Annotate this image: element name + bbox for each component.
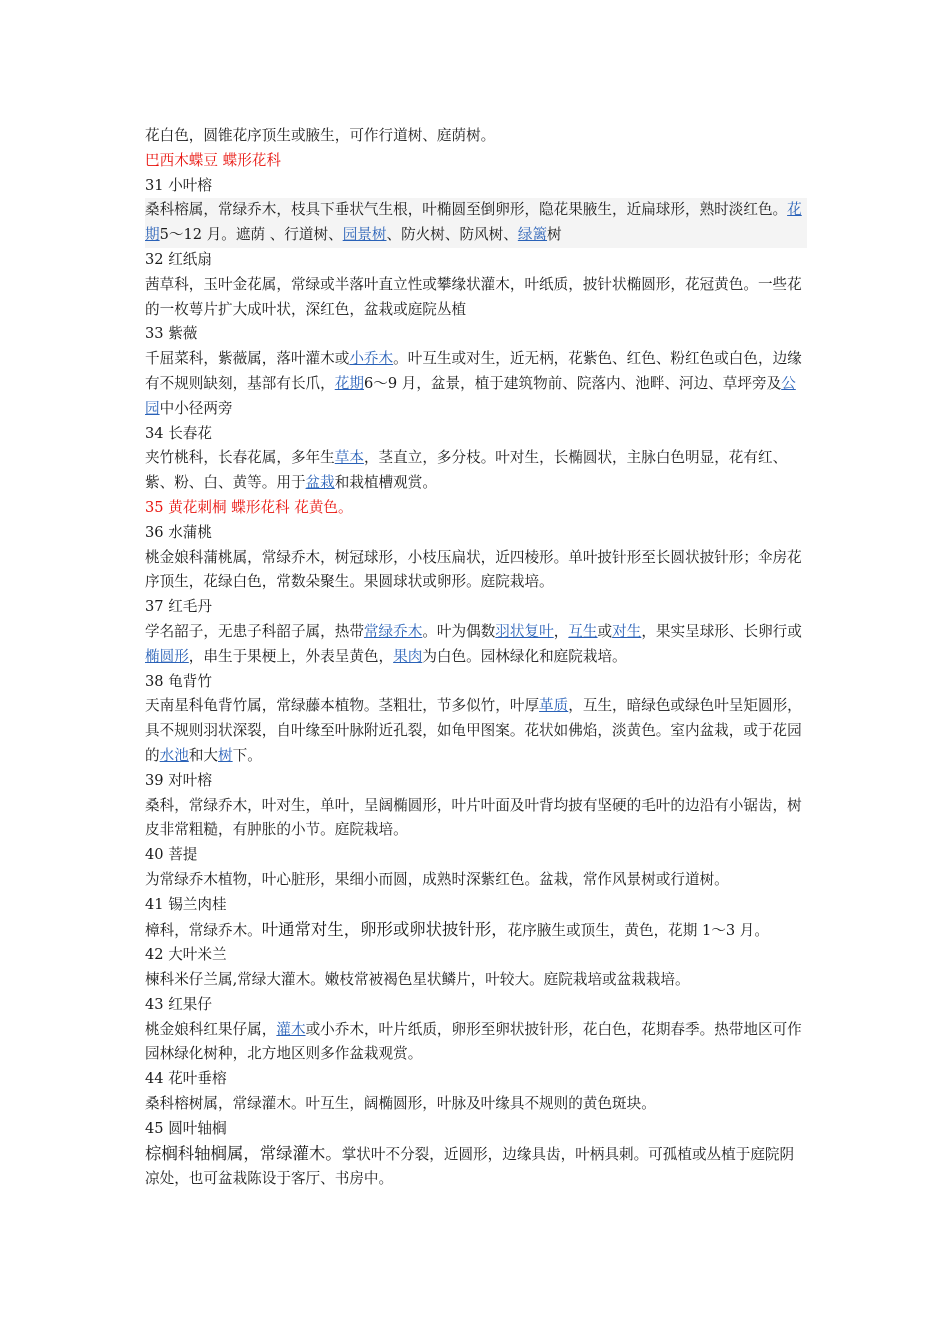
text-run: 花白色，圆锥花序顶生或腋生，可作行道树、庭荫树。 [145, 127, 496, 144]
text-run: 31 小叶榕 [145, 176, 212, 194]
paragraph [145, 868, 807, 893]
paragraph [145, 1142, 807, 1193]
inline-link[interactable]: 园景树 [342, 226, 387, 244]
entry-heading [145, 1067, 807, 1092]
inline-link[interactable]: 对生 [612, 622, 642, 640]
text-run: 天南星科龟背竹属，常绿藤本植物。茎粗壮，节多似竹，叶厚 [145, 697, 540, 715]
text-run: 34 长春花 [145, 424, 212, 442]
paragraph [145, 149, 807, 174]
text-run: ， [553, 622, 569, 640]
paragraph [145, 273, 807, 323]
text-run: 44 花叶垂榕 [145, 1070, 227, 1088]
text-run: 和大 [188, 746, 219, 764]
entry-heading [145, 769, 807, 794]
inline-link[interactable]: 互生 [568, 622, 598, 640]
text-run: 桑科榕属，常绿乔木，枝具下垂状气生根，叶椭圆至倒卵形，隐花果腋生，近扁球形，熟时淡红色。 [145, 201, 788, 219]
paragraph [145, 620, 807, 670]
text-run: ，串生于果梗上，外表呈黄色， [188, 647, 394, 665]
inline-link[interactable]: 花期 [334, 374, 364, 392]
paragraph [145, 968, 807, 993]
text-run: 45 圆叶轴榈 [145, 1119, 227, 1137]
inline-link[interactable]: 椭圆形 [145, 647, 189, 665]
entry-heading [145, 843, 807, 868]
text-run: 36 水蒲桃 [145, 523, 212, 541]
text-run: ，果实呈球形、长卵行或 [641, 622, 802, 640]
document-body [145, 124, 807, 1192]
paragraph [145, 124, 807, 149]
text-run: 中小径两旁 [159, 399, 233, 417]
text-run: 桃金娘科红果仔属， [145, 1020, 277, 1038]
paragraph [145, 918, 807, 944]
text-run: 43 红果仔 [145, 995, 212, 1013]
inline-link[interactable]: 果肉 [393, 647, 423, 665]
entry-heading [145, 943, 807, 968]
text-run: 、防火树、防风树、 [386, 226, 518, 244]
paragraph [145, 446, 807, 496]
text-run: 5～12 月。遮荫 、行道树、 [159, 226, 343, 244]
paragraph [145, 347, 807, 421]
text-run: 35 黄花刺桐 蝶形花科 花黄色。 [145, 498, 353, 516]
text-run: 桑科榕树属，常绿灌木。叶互生，阔椭圆形，叶脉及叶缘具不规则的黄色斑块。 [145, 1095, 656, 1113]
text-run: 。叶互生或对生，近无柄，花紫色、红色、粉红色或白色，边缘有不规则缺刻，基部有长爪， [145, 350, 802, 392]
text-run: ，茎直立，多分枝。叶对生，长椭圆状，主脉白色明显，花有红、紫、粉、白、黄等。用于 [145, 449, 788, 492]
text-run: 39 对叶榕 [145, 771, 212, 789]
text-run: 樟科，常绿乔木。 [145, 921, 262, 939]
paragraph [145, 198, 807, 248]
text-run: 树 [547, 226, 562, 244]
text-run: 为白色。园林绿化和庭院栽培。 [422, 647, 627, 665]
text-run: 千屈菜科，紫薇属，落叶灌木或 [145, 350, 350, 368]
text-run: 或小乔木，叶片纸质，卵形至卵状披针形，花白色，花期春季。热带地区可作园林绿化树种，北方地区则多作盆栽观赏。 [145, 1020, 802, 1063]
text-run: 桃金娘科蒲桃属，常绿乔木，树冠球形，小枝压扁状，近四棱形。单叶披针形至长圆状披针形；伞房花序顶生，花绿白色，常数朵聚生。果圆球状或卵形。庭院栽培。 [145, 548, 802, 591]
text-run: 为常绿乔木植物，叶心脏形，果细小而圆，成熟时深紫红色。盆栽，常作风景树或行道树。 [145, 870, 729, 888]
inline-link[interactable]: 盆栽 [305, 474, 335, 492]
inline-link[interactable]: 羽状复叶 [495, 622, 554, 640]
inline-link[interactable]: 小乔木 [349, 350, 394, 368]
text-run: 38 龟背竹 [145, 672, 212, 690]
entry-heading [145, 993, 807, 1018]
text-run: 42 大叶米兰 [145, 946, 227, 964]
text-run: 和栽植槽观赏。 [334, 474, 437, 492]
paragraph [145, 794, 807, 844]
inline-link[interactable]: 草本 [334, 449, 364, 467]
entry-heading [145, 670, 807, 695]
entry-heading [145, 422, 807, 447]
text-run: 或 [597, 622, 613, 640]
text-run: 巴西木蝶豆 蝶形花科 [145, 151, 281, 169]
text-run: 6～9 月，盆景，植于建筑物前、院落内、池畔、河边、草坪旁及 [363, 374, 782, 392]
text-run: 夹竹桃科，长春花属，多年生 [145, 449, 335, 467]
inline-link[interactable]: 树 [218, 746, 233, 764]
entry-heading [145, 595, 807, 620]
entry-heading [145, 248, 807, 273]
text-run: 下。 [232, 746, 262, 764]
entry-heading [145, 1117, 807, 1142]
text-run: 33 紫薇 [145, 325, 198, 343]
paragraph [145, 694, 807, 768]
text-run: 掌状叶不分裂，近圆形，边缘具齿，叶柄具刺。可孤植或丛植于庭院阴凉处，也可盆栽陈设于客厅、书房中。 [145, 1145, 795, 1188]
text-run: ，互生，暗绿色或绿色叶呈矩圆形，具不规则羽状深裂，自叶缘至叶脉附近孔裂，如龟甲图案。花状如佛焰，淡黄色。室内盆栽，或于花园的 [145, 697, 802, 764]
paragraph [145, 1018, 807, 1068]
inline-link[interactable]: 常绿乔木 [363, 622, 423, 640]
inline-link[interactable]: 水池 [159, 746, 189, 764]
entry-heading [145, 174, 807, 199]
inline-link[interactable]: 革质 [539, 697, 569, 715]
entry-heading [145, 496, 807, 521]
text-run: 。叶为偶数 [422, 622, 496, 640]
paragraph [145, 546, 807, 596]
inline-link[interactable]: 绿篱 [517, 226, 548, 244]
text-run: 学名韶子，无患子科韶子属，热带 [145, 622, 364, 640]
text-run: 41 锡兰肉桂 [145, 895, 227, 913]
text-run: 37 红毛丹 [145, 598, 212, 616]
entry-heading [145, 521, 807, 546]
inline-link[interactable]: 公园 [145, 374, 796, 417]
text-run: 棕榈科轴榈属，常绿灌木。 [145, 1143, 342, 1163]
text-run: 桑科，常绿乔木，叶对生，单叶，呈阔椭圆形，叶片叶面及叶背均披有坚硬的毛叶的边沿有小锯齿，树皮非常粗糙，有肿胀的小节。庭院栽培。 [145, 796, 802, 839]
text-run: 叶通常对生，卵形或卵状披针形， [261, 919, 508, 939]
inline-link[interactable]: 灌木 [276, 1020, 306, 1038]
text-run: 茜草科，玉叶金花属，常绿或半落叶直立性或攀缘状灌木，叶纸质，披针状椭圆形，花冠黄色。一些花的一枚萼片扩大成叶状，深红色，盆栽或庭院丛植 [145, 275, 802, 318]
paragraph [145, 1092, 807, 1117]
text-run: 花序腋生或顶生，黄色，花期 1～3 月。 [507, 921, 769, 939]
text-run: 40 菩提 [145, 846, 198, 864]
entry-heading [145, 322, 807, 347]
text-run: 楝科米仔兰属,常绿大灌木。嫩枝常被褐色星状鳞片，叶较大。庭院栽培或盆栽栽培。 [145, 971, 690, 989]
entry-heading [145, 893, 807, 918]
text-run: 32 红纸扇 [145, 250, 212, 268]
inline-link[interactable]: 花期 [145, 201, 802, 244]
